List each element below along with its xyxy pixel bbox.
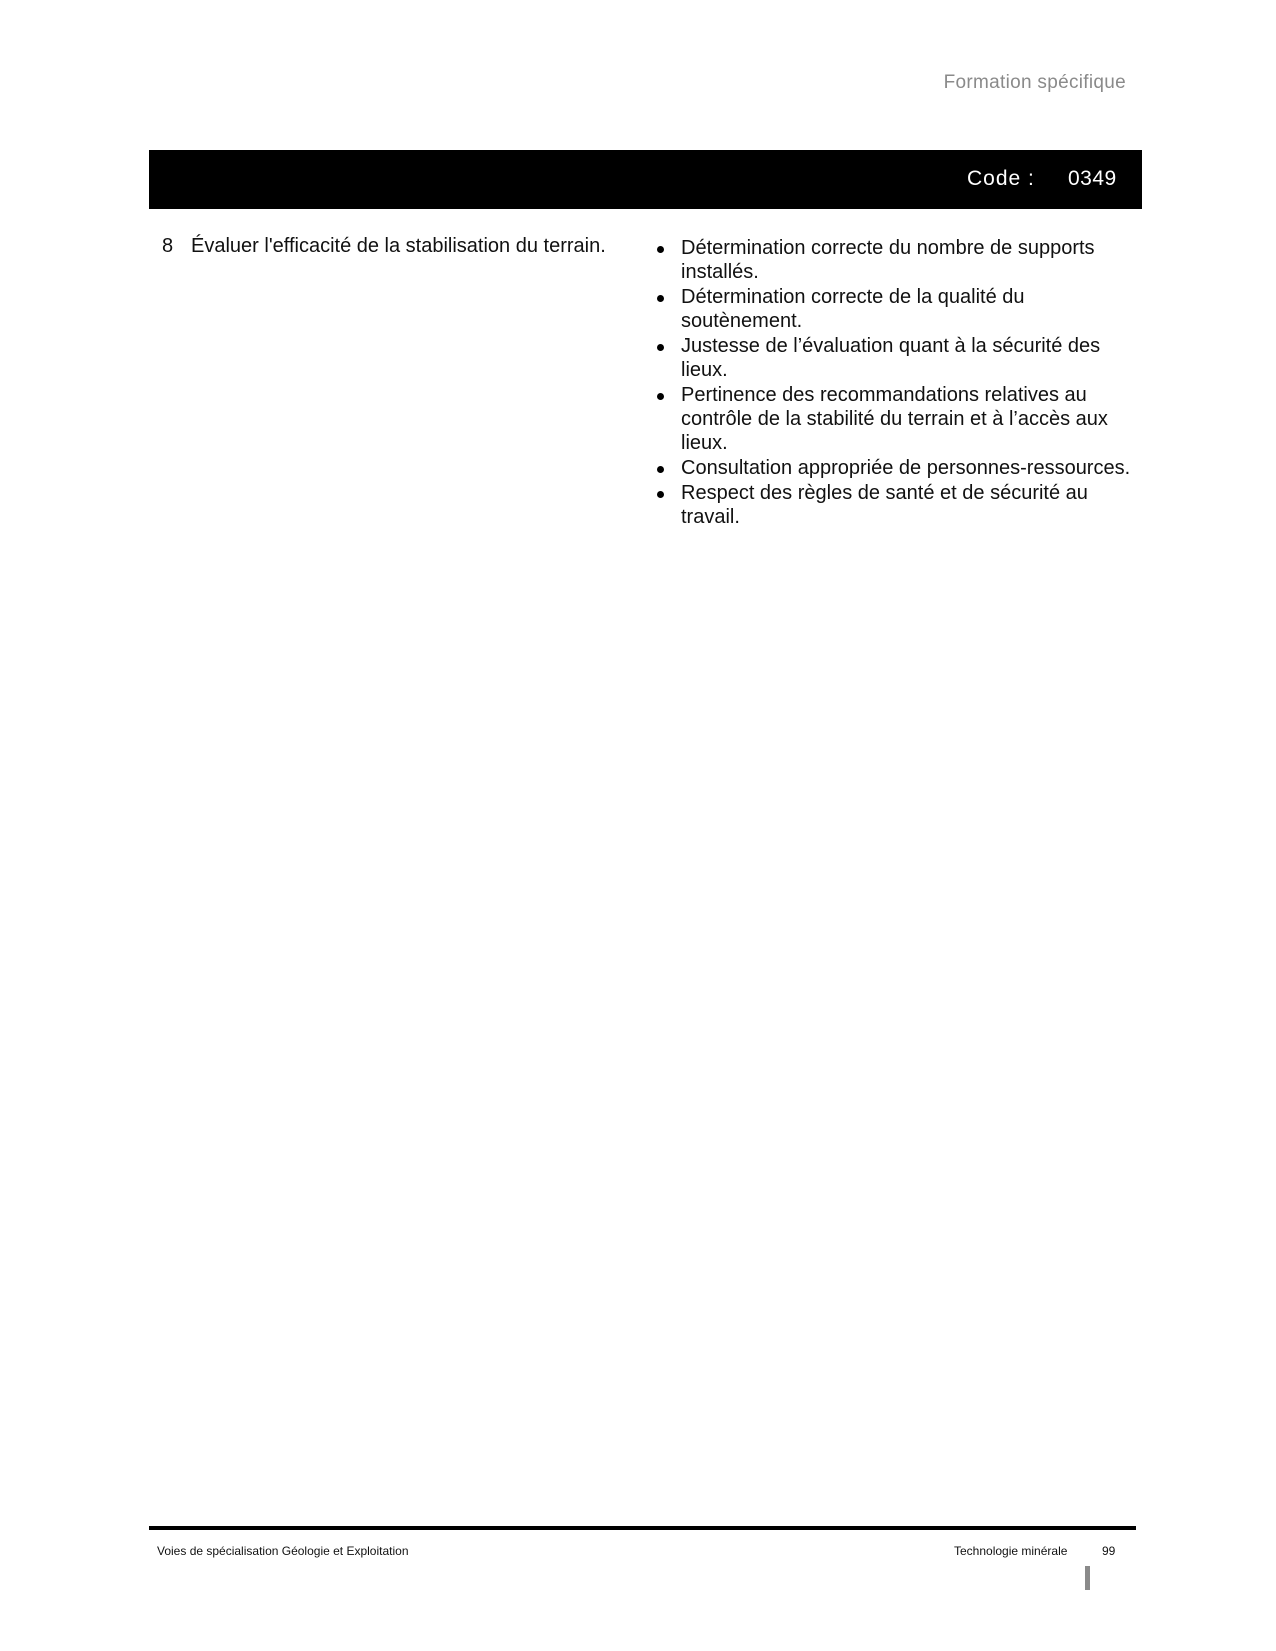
bullet-icon xyxy=(657,344,664,351)
section-title: Formation spécifique xyxy=(943,72,1126,93)
code-value: 0349 xyxy=(1068,167,1117,190)
criteria-item xyxy=(655,334,1135,382)
criteria-text: Justesse de l’évaluation quant à la sécurité des lieux. xyxy=(681,335,1101,381)
criteria-text: Pertinence des recommandations relatives au contrôle de la stabilité du terrain et à l’accès aux lieux. xyxy=(681,384,1108,454)
competency-element xyxy=(162,234,631,258)
criteria-text: Détermination correcte du nombre de supports installés. xyxy=(681,237,1095,283)
bullet-icon xyxy=(657,393,664,400)
criteria-text: Respect des règles de santé et de sécurité au travail. xyxy=(681,482,1088,528)
page-number: 99 xyxy=(1102,1544,1116,1558)
criteria-text: Détermination correcte de la qualité du soutènement. xyxy=(681,286,1025,332)
page-marker xyxy=(1085,1566,1090,1590)
footer-program-title: Voies de spécialisation Géologie et Exploitation xyxy=(157,1544,409,1558)
element-number: 8 xyxy=(162,235,174,257)
footer-program-name: Technologie minérale xyxy=(954,1544,1068,1558)
code-bar xyxy=(149,150,1142,209)
criteria-item xyxy=(655,456,1135,480)
code-label: Code : xyxy=(967,167,1035,190)
criteria-item xyxy=(655,383,1135,455)
bullet-icon xyxy=(657,246,664,253)
bullet-icon xyxy=(657,295,664,302)
element-text: Évaluer l'efficacité de la stabilisation du terrain. xyxy=(191,235,606,257)
footer-divider xyxy=(149,1526,1136,1530)
bullet-icon xyxy=(657,491,664,498)
bullet-icon xyxy=(657,466,664,473)
criteria-item xyxy=(655,285,1135,333)
criteria-item xyxy=(655,236,1135,284)
criteria-text: Consultation appropriée de personnes-ressources. xyxy=(681,457,1131,479)
performance-criteria-list xyxy=(655,236,1135,530)
criteria-item xyxy=(655,481,1135,529)
